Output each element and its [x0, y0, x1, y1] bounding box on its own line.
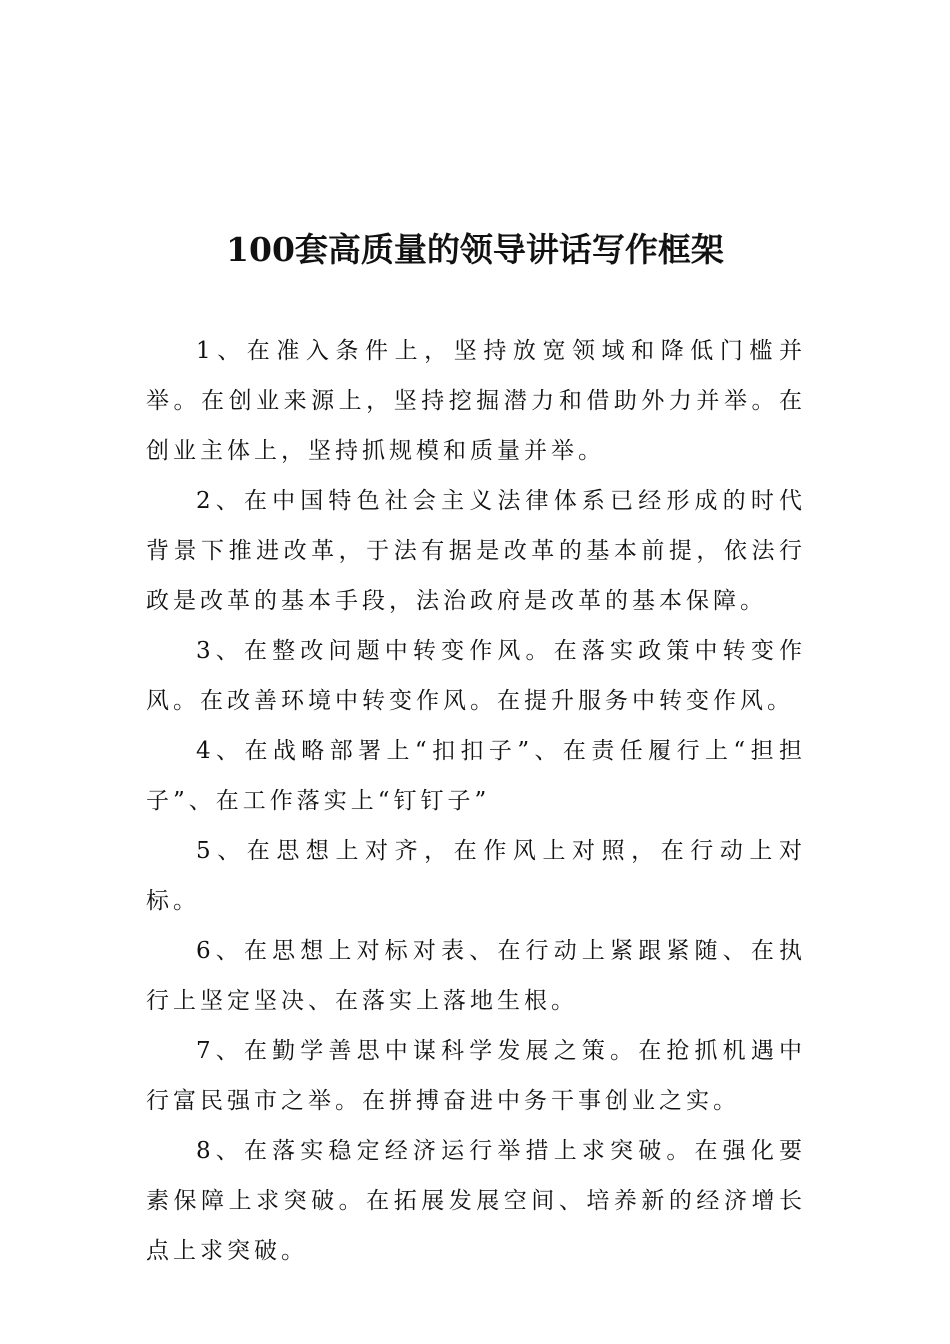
document-title: 100套高质量的领导讲话写作框架: [226, 230, 724, 269]
paragraph-5: 5、在思想上对齐，在作风上对照，在行动上对标。: [146, 838, 806, 914]
paragraph-2: 2、在中国特色社会主义法律体系已经形成的时代背景下推进改革，于法有据是改革的基本前提，依法行政是改革的基本手段，法治政府是改革的基本保障。: [146, 488, 806, 614]
paragraph-6: 6、在思想上对标对表、在行动上紧跟紧随、在执行上坚定坚决、在落实上落地生根。: [146, 938, 806, 1014]
paragraph-1: 1、在准入条件上，坚持放宽领域和降低门槛并举。在创业来源上，坚持挖掘潜力和借助外力并举。在创业主体上，坚持抓规模和质量并举。: [146, 338, 806, 464]
paragraph-3: 3、在整改问题中转变作风。在落实政策中转变作风。在改善环境中转变作风。在提升服务中转变作风。: [146, 638, 806, 714]
paragraph-7: 7、在勤学善思中谋科学发展之策。在抢抓机遇中行富民强市之举。在拼搏奋进中务干事创业之实。: [146, 1038, 806, 1114]
paragraph-8: 8、在落实稳定经济运行举措上求突破。在强化要素保障上求突破。在拓展发展空间、培养新的经济增长点上求突破。: [146, 1138, 806, 1264]
document-body: [146, 326, 806, 1276]
paragraph-4: 4、在战略部署上“扣扣子”、在责任履行上“担担子”、在工作落实上“钉钉子”: [146, 738, 806, 814]
